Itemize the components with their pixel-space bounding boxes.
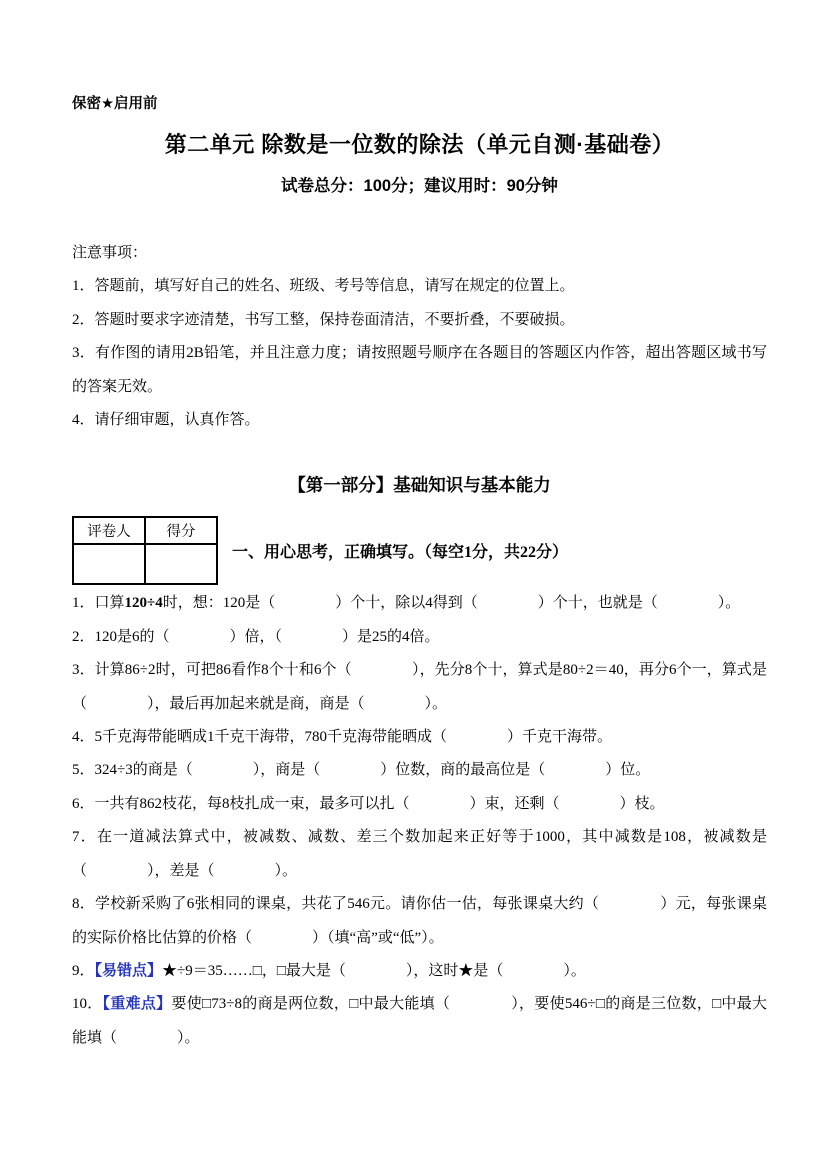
q1-bold-expression: 120÷4 xyxy=(124,595,163,612)
q6-text: 6．一共有862枝花，每8枝扎成一束，最多可以扎（ ）束，还剩（ ）枝。 xyxy=(72,795,665,812)
q7-text: 7．在一道减法算式中，被减数、减数、差三个数加起来正好等于1000，其中减数是108，被减数是（ ），差是（ ）。 xyxy=(72,829,767,879)
q10-text-post: 要使□73÷8的商是两位数，□中最大能填（ ），要使546÷□的商是三位数，□中最大能填（ ）。 xyxy=(72,996,767,1046)
section1-title: 一、用心思考，正确填写。（每空1分，共22分） xyxy=(232,544,569,562)
q9-text-pre: 9． xyxy=(72,962,95,979)
grader-value-cell xyxy=(73,544,145,584)
page-subtitle: 试卷总分：100分；建议用时：90分钟 xyxy=(281,177,558,195)
question-4 xyxy=(72,721,767,754)
note-item-4: 4．请仔细审题，认真作答。 xyxy=(72,412,260,429)
note-item-3: 3．有作图的请用2B铅笔，并且注意力度；请按照题号顺序在各题目的答题区内作答，超出答题区域书写的答案无效。 xyxy=(72,345,767,395)
question-2 xyxy=(72,621,767,654)
question-8 xyxy=(72,888,767,955)
question-6 xyxy=(72,788,767,821)
score-header-cell: 得分 xyxy=(145,517,217,544)
note-item-2: 2．答题时要求字迹清楚，书写工整，保持卷面清洁，不要折叠，不要破损。 xyxy=(72,311,575,328)
q10-text-pre: 10． xyxy=(72,996,103,1013)
score-table-value-row xyxy=(73,544,217,584)
q1-text-pre: 1．口算 xyxy=(72,595,125,612)
q10-key-difficulty-tag: 【重难点】 xyxy=(102,996,172,1013)
score-value-cell xyxy=(145,544,217,584)
page-title: 第二单元 除数是一位数的除法（单元自测·基础卷） xyxy=(164,132,675,157)
score-table-header-row xyxy=(73,517,217,544)
question-list xyxy=(72,587,767,1055)
question-5 xyxy=(72,754,767,787)
note-item-1: 1．答题前，填写好自己的姓名、班级、考号等信息，请写在规定的位置上。 xyxy=(72,278,575,295)
notes-heading: 注意事项： xyxy=(72,245,148,261)
q9-error-prone-tag: 【易错点】 xyxy=(94,962,163,979)
question-10 xyxy=(72,988,767,1055)
q3-text: 3．计算86÷2时，可把86看作8个十和6个（ ），先分8个十，算式是80÷2＝40，再分6个一，算式是（ ），最后再加起来就是商，商是（ ）。 xyxy=(72,662,767,712)
security-label: 保密★启用前 xyxy=(72,96,158,112)
q2-text: 2．120是6的（ ）倍，（ ）是25的4倍。 xyxy=(72,628,440,645)
question-3 xyxy=(72,654,767,721)
question-7 xyxy=(72,821,767,888)
score-row xyxy=(72,516,767,585)
q9-text-post: ★÷9＝35……□，□最大是（ ），这时★是（ ）。 xyxy=(162,962,586,979)
question-1 xyxy=(72,587,767,620)
q5-text: 5．324÷3的商是（ ），商是（ ）位数，商的最高位是（ ）位。 xyxy=(72,762,651,779)
notes-section xyxy=(72,237,767,437)
q8-text: 8．学校新采购了6张相同的课桌，共花了546元。请你估一估，每张课桌大约（ ）元，每张课桌的实际价格比估算的价格（ ）（填“高”或“低”）。 xyxy=(72,896,767,946)
q1-text-post: 时，想：120是（ ）个十，除以4得到（ ）个十，也就是（ ）。 xyxy=(162,595,741,612)
part1-heading: 【第一部分】基础知识与基本能力 xyxy=(288,475,551,496)
q4-text: 4．5千克海带能晒成1千克干海带，780千克海带能晒成（ ）千克干海带。 xyxy=(72,729,613,746)
grader-header-cell: 评卷人 xyxy=(73,517,145,544)
score-table xyxy=(72,516,218,585)
question-9 xyxy=(72,955,767,988)
